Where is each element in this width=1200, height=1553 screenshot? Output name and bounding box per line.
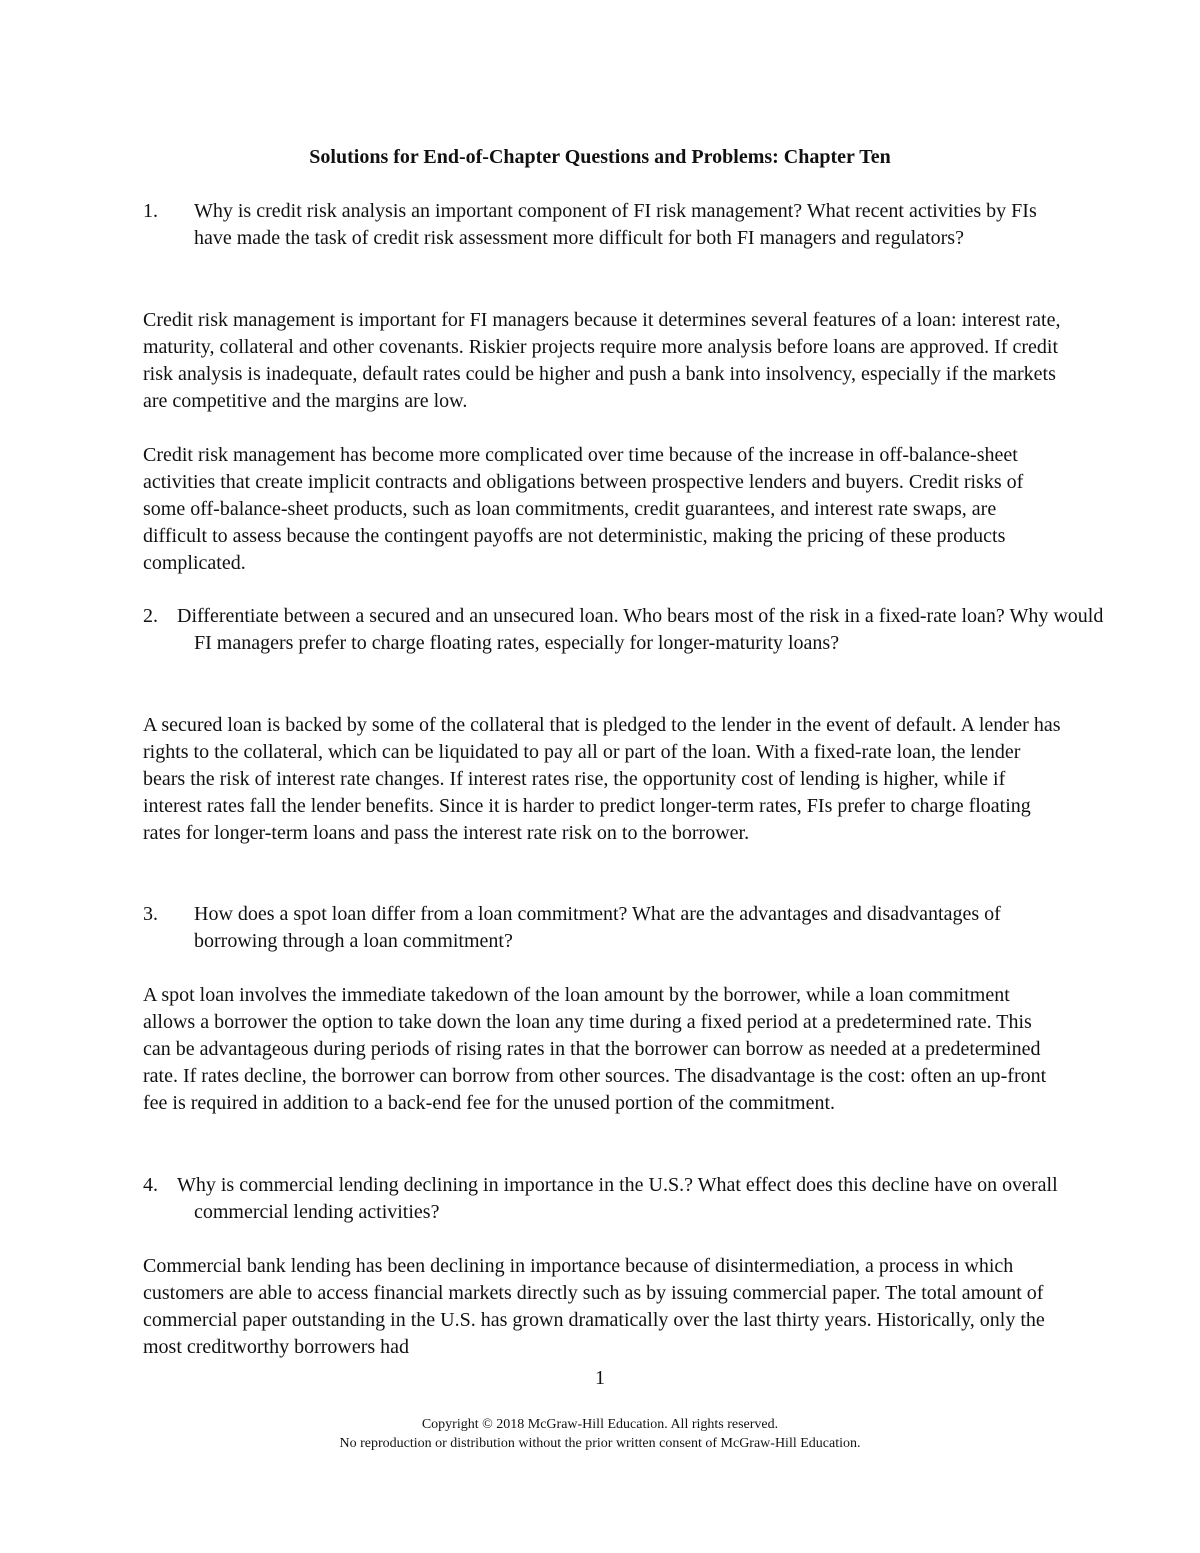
- question-number: 4.: [143, 1174, 158, 1196]
- question-number: 3.: [143, 903, 158, 925]
- answer-paragraph: A spot loan involves the immediate takedown of the loan amount by the borrower, while a loan commitment allows a borrower the option to take down the loan any time during a fixed period at a predetermined rate. This can be advantageous during periods of rising rates in that the borrower can borrow as needed at a predetermined rate. If rates decline, the borrower can borrow from other sources. The disadvantage is the cost: often an up-front fee is required in addition to a back-end fee for the unused portion of the commitment.: [143, 984, 1047, 1114]
- footer: [0, 1415, 1200, 1453]
- answer-paragraph: A secured loan is backed by some of the collateral that is pledged to the lender in the event of default. A lender has rights to the collateral, which can be liquidated to pay all or part of the loan. With a fixed-rate loan, the lender bears the risk of interest rate changes. If interest rates rise, the opportunity cost of lending is higher, while if interest rates fall the lender benefits. Since it is harder to predict longer-term rates, FIs prefer to charge floating rates for longer-term loans and pass the interest rate risk on to the borrower.: [143, 714, 1061, 844]
- distribution-notice: No reproduction or distribution without the prior written consent of McGraw-Hill Education.: [339, 1436, 861, 1451]
- question-number: 2.: [143, 605, 158, 627]
- question-1: [143, 198, 1063, 252]
- answer-paragraph: Commercial bank lending has been declining in importance because of disintermediation, a process in which customers are able to access financial markets directly such as by issuing commercial paper. The total amount of commercial paper outstanding in the U.S. has grown dramatically over the last thirty years. Historically, only the most creditworthy borrowers had: [143, 1255, 1045, 1358]
- question-text: Differentiate between a secured and an unsecured loan. Who bears most of the risk in a fixed-rate loan? Why would FI managers prefer to charge floating rates, especially for longer-maturity loans?: [177, 605, 1104, 654]
- question-text: Why is commercial lending declining in importance in the U.S.? What effect does this decline have on overall commercial lending activities?: [177, 1174, 1058, 1223]
- question-4-text: [143, 1172, 1114, 1226]
- question-2-text: [143, 603, 1114, 657]
- answer-paragraph: Credit risk management has become more complicated over time because of the increase in off-balance-sheet activities that create implicit contracts and obligations between prospective lenders and buyers. Credit risks of some off-balance-sheet products, such as loan commitments, credit guarantees, and interest rate swaps, are difficult to assess because the contingent payoffs are not deterministic, making the pricing of these products complicated.: [143, 444, 1024, 574]
- question-number-visual: [143, 603, 177, 630]
- page-number: 1: [595, 1367, 605, 1389]
- answer-paragraph: Credit risk management is important for FI managers because it determines several features of a loan: interest rate, maturity, collateral and other covenants. Riskier projects require more analysis before loans are approved. If credit risk analysis is inadequate, default rates could be higher and push a bank into insolvency, especially if the markets are competitive and the margins are low.: [143, 309, 1061, 412]
- question-number-visual: [143, 1172, 177, 1199]
- question-text: Why is credit risk analysis an important component of FI risk management? What recent activities by FIs have made the task of credit risk assessment more difficult for both FI managers and regulators?: [194, 200, 1037, 249]
- question-text: How does a spot loan differ from a loan commitment? What are the advantages and disadvantages of borrowing through a loan commitment?: [194, 903, 1001, 952]
- copyright-notice: Copyright © 2018 McGraw-Hill Education. All rights reserved.: [421, 1417, 779, 1432]
- page-title: Solutions for End-of-Chapter Questions and Problems: Chapter Ten: [309, 146, 891, 168]
- question-number: 1.: [143, 200, 158, 222]
- question-3: [143, 901, 1063, 955]
